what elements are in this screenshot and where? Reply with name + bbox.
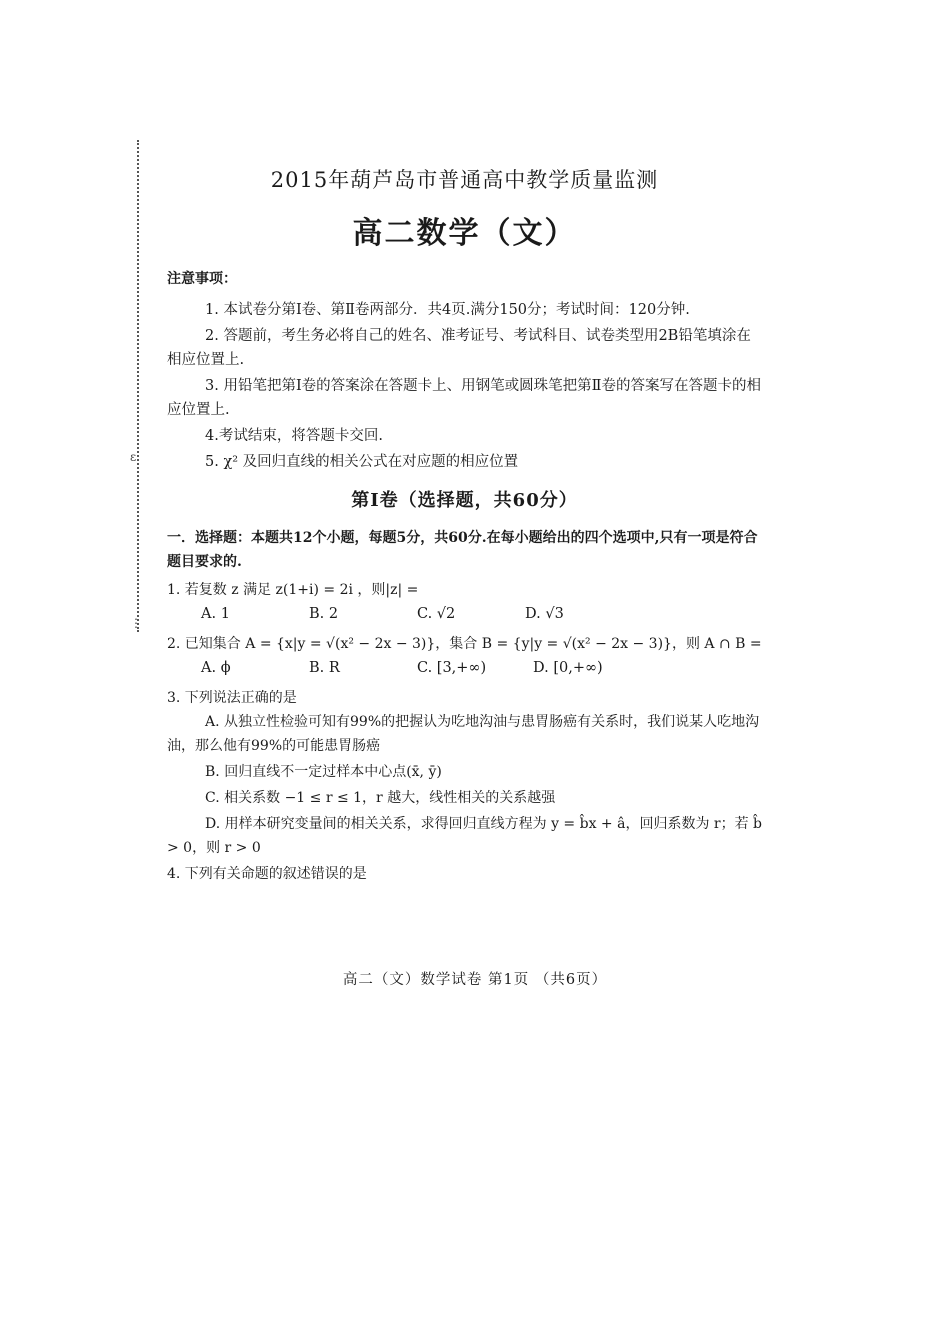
side-mark: ⋮ [130,616,142,630]
question-1-stem: 1. 若复数 z 满足 z(1+i) = 2i ，则|z| = [167,582,419,598]
question-2-stem: 2. 已知集合 A = {x|y = √(x² − 2x − 3)}，集合 B = {y|y = √(x² − 2x − 3)}，则 A ∩ B = [167,636,762,652]
question-3-option-b: B. 回归直线不一定过样本中心点(x̄, ȳ) [205,764,442,780]
choice-b: B. R [309,660,340,676]
section-intro: 一．选择题：本题共12个小题，每题5分，共60分.在每小题给出的四个选项中,只有一项是符合题目要求的. [167,530,758,570]
choice-a: A. ϕ [201,660,231,676]
binding-dotted-line [137,140,139,632]
question-3-option-d: D. 用样本研究变量间的相关关系，求得回归直线方程为 y = b̂x + â，回归系数为 r；若 b̂ > 0，则 r > 0 [167,816,763,856]
choice-d: D. [0,+∞) [533,660,603,676]
choice-a: A. 1 [201,606,230,622]
notice-item: 5. χ² 及回归直线的相关公式在对应题的相应位置 [205,454,519,470]
choice-b: B. 2 [309,606,339,622]
side-mark: ε [130,450,137,464]
question-1-choices [201,606,762,622]
notice-item: 1. 本试卷分第Ⅰ卷、第Ⅱ卷两部分．共4页.满分150分；考试时间：120分钟. [205,302,690,318]
question-2-choices [201,660,762,676]
exam-title: 2015年葫芦岛市普通高中教学质量监测 [270,168,659,192]
question-3-stem: 3. 下列说法正确的是 [167,690,297,706]
notice-heading: 注意事项： [167,271,237,287]
part1-title: 第Ⅰ卷（选择题，共60分） [351,490,578,511]
choice-c: C. √2 [417,606,456,622]
choice-d: D. √3 [525,606,564,622]
page-footer: 高二（文）数学试卷 第1页 （共6页） [342,972,608,988]
subject-title: 高二数学（文） [352,216,577,251]
question-3-option-c: C. 相关系数 −1 ≤ r ≤ 1，r 越大，线性相关的关系越强 [205,790,556,806]
notice-item: 3. 用铅笔把第Ⅰ卷的答案涂在答题卡上、用钢笔或圆珠笔把第Ⅱ卷的答案写在答题卡的相应位置上. [167,378,762,418]
notice-item: 2. 答题前，考生务必将自己的姓名、准考证号、考试科目、试卷类型用2B铅笔填涂在相应位置上. [167,328,751,368]
question-3-option-a: A. 从独立性检验可知有99%的把握认为吃地沟油与患胃肠癌有关系时，我们说某人吃地沟油，那么他有99%的可能患胃肠癌 [167,714,760,754]
exam-page [167,160,762,886]
choice-c: C. [3,+∞) [417,660,487,676]
question-4-stem: 4. 下列有关命题的叙述错误的是 [167,866,367,882]
notice-item: 4.考试结束，将答题卡交回. [205,428,383,444]
